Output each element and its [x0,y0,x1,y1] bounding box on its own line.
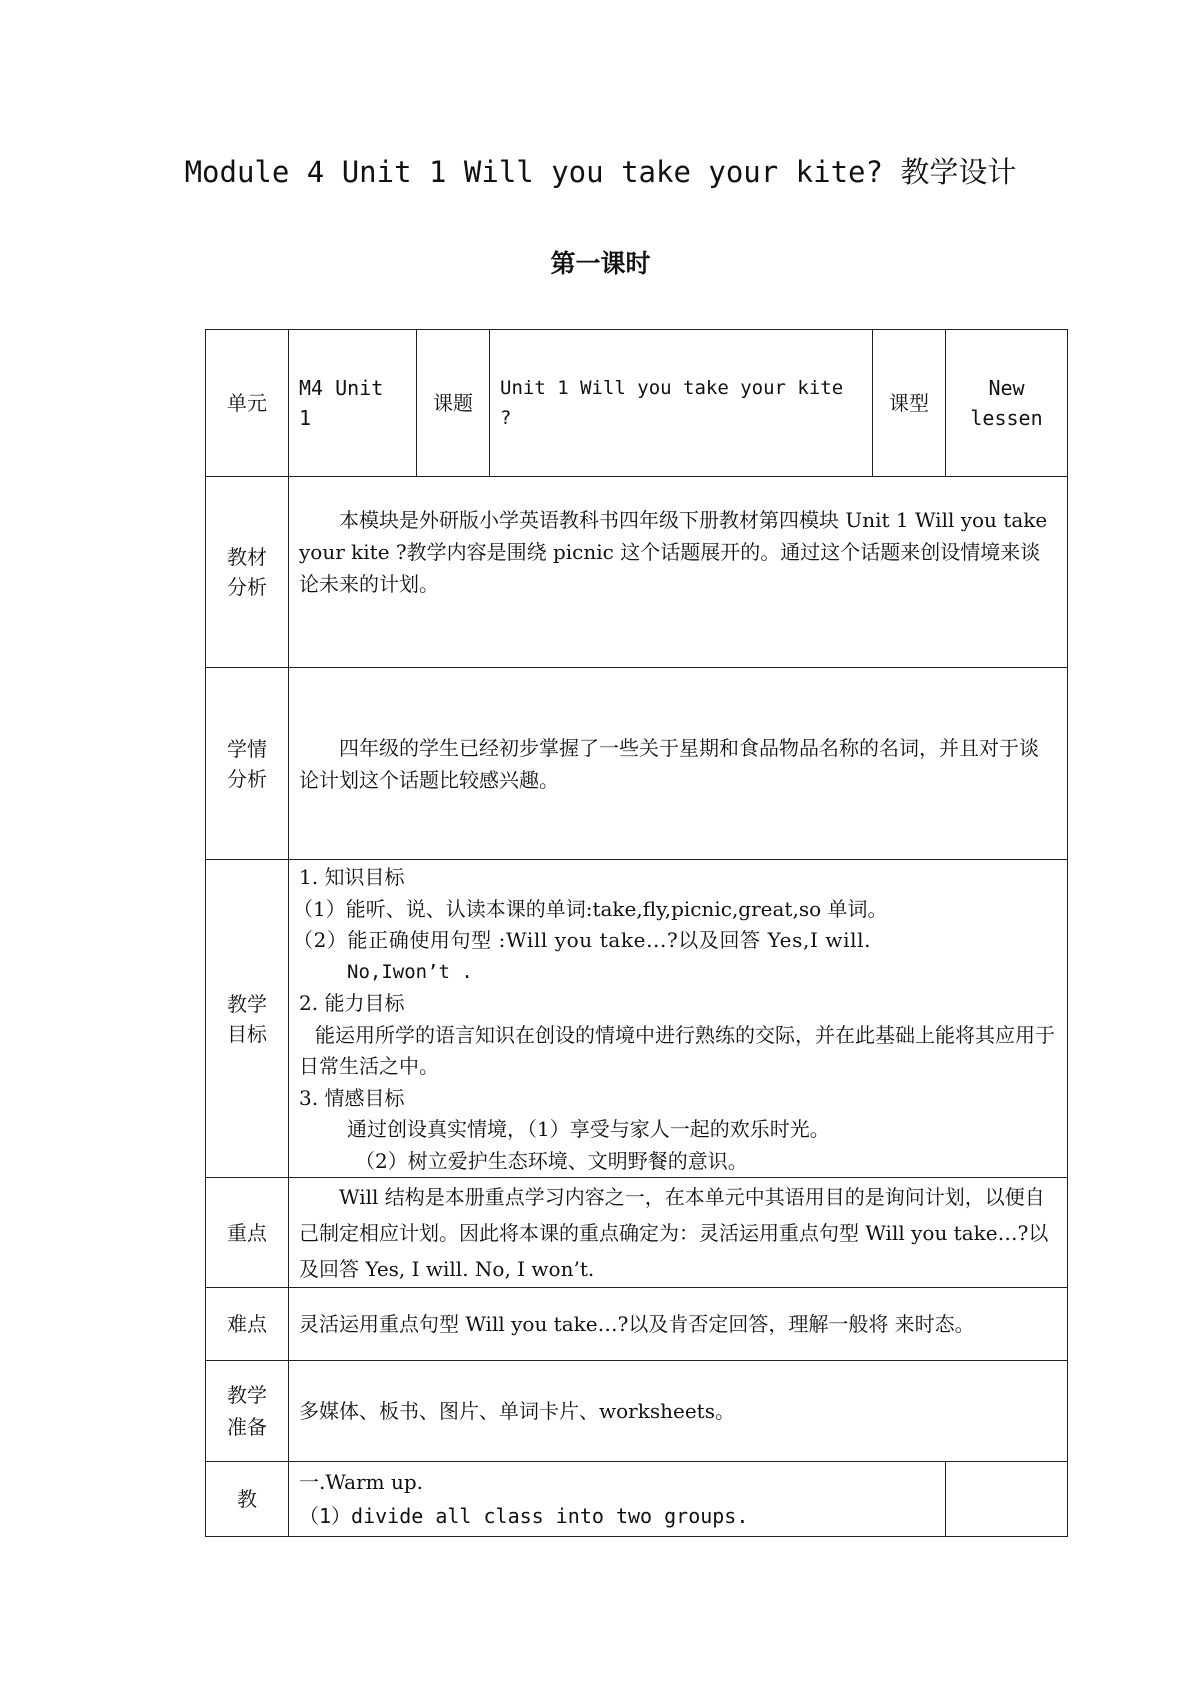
table-row-process [206,1462,1068,1537]
key-points-cell [289,1178,1068,1288]
topic-value: Unit 1 Will you take your kite ? [490,330,873,477]
preparation-cell [289,1361,1068,1462]
type-label: 课型 [873,330,946,477]
table-row-objectives [206,860,1068,1178]
type-value-line2: lessen [970,406,1043,430]
objective-line: 通过创设真实情境，（1）享受与家人一起的欢乐时光。 [347,1117,830,1141]
process-line: 一.Warm up. [299,1470,424,1494]
table-row-key-points [206,1178,1068,1288]
textbook-analysis-label-line1: 教材 [227,545,267,569]
objectives-cell [289,860,1068,1178]
process-label: 教 [206,1462,289,1537]
difficult-points-label: 难点 [206,1288,289,1361]
objectives-label-line2: 目标 [227,1021,267,1046]
preparation-text: 多媒体、板书、图片、单词卡片、worksheets。 [299,1399,735,1423]
table-row-difficult-points [206,1288,1068,1361]
objective-line: 能运用所学的语言知识在创设的情境中进行熟练的交际，并在此基础上能将其应用于日常生活之中。 [299,1022,1055,1078]
student-analysis-label [206,668,289,860]
student-analysis-label-line2: 分析 [227,766,267,791]
objective-line: 1. 知识目标 [299,865,405,889]
lesson-plan-table [205,329,1068,1537]
unit-value: M4 Unit 1 [289,330,417,477]
preparation-label-line2: 准备 [227,1415,267,1439]
objective-line: No,Iwon’t . [347,960,473,983]
type-value-line1: New [988,376,1025,400]
difficult-points-cell [289,1288,1068,1361]
preparation-label [206,1361,289,1462]
student-analysis-text: 四年级的学生已经初步掌握了一些关于星期和食品物品名称的名词，并且对于谈论计划这个话题比较感兴趣。 [299,735,1039,792]
objective-line: 2. 能力目标 [299,991,405,1015]
page-title: Module 4 Unit 1 Will you take your kite? 教学设计 [184,155,1017,189]
student-analysis-label-line1: 学情 [227,736,267,761]
process-cell [289,1462,946,1537]
objective-line: （1）能听、说、认读本课的单词:take,fly,picnic,great,so 单词。 [293,896,888,921]
key-points-text: Will 结构是本册重点学习内容之一，在本单元中其语用目的是询问计划，以便自己制定相应计划。因此将本课的重点确定为：灵活运用重点句型 Will you take…?以及回答 Yes, I will. No, I won’t. [299,1184,1049,1281]
textbook-analysis-text: 本模块是外研版小学英语教科书四年级下册教材第四模块 Unit 1 Will you take your kite ?教学内容是围绕 picnic 这个话题展开的。通过这个话题来创设情境来谈论未来的计划。 [299,508,1048,596]
topic-label: 课题 [417,330,490,477]
textbook-analysis-label [206,477,289,668]
type-value [946,330,1068,477]
table-row-student-analysis [206,668,1068,860]
difficult-points-text: 灵活运用重点句型 Will you take…?以及肯否定回答，理解一般将 来时态。 [299,1312,975,1336]
page-subtitle: 第一课时 [550,249,651,278]
objectives-label [206,860,289,1178]
textbook-analysis-label-line2: 分析 [227,575,267,599]
preparation-label-line1: 教学 [227,1383,267,1407]
student-analysis-cell [289,668,1068,860]
objectives-label-line1: 教学 [227,991,267,1016]
table-row-preparation [206,1361,1068,1462]
objective-line: 3. 情感目标 [299,1085,405,1110]
key-points-label: 重点 [206,1178,289,1288]
textbook-analysis-cell [289,477,1068,668]
objective-line: （2）能正确使用句型 :Will you take...?以及回答 Yes,I will. [293,928,872,952]
process-notes-cell [946,1462,1068,1537]
unit-label: 单元 [206,330,289,477]
table-row-unit-info [206,330,1068,477]
table-row-textbook-analysis [206,477,1068,668]
objective-line: （2）树立爱护生态环境、文明野餐的意识。 [355,1148,748,1173]
process-line: （1）divide all class into two groups. [299,1504,749,1528]
